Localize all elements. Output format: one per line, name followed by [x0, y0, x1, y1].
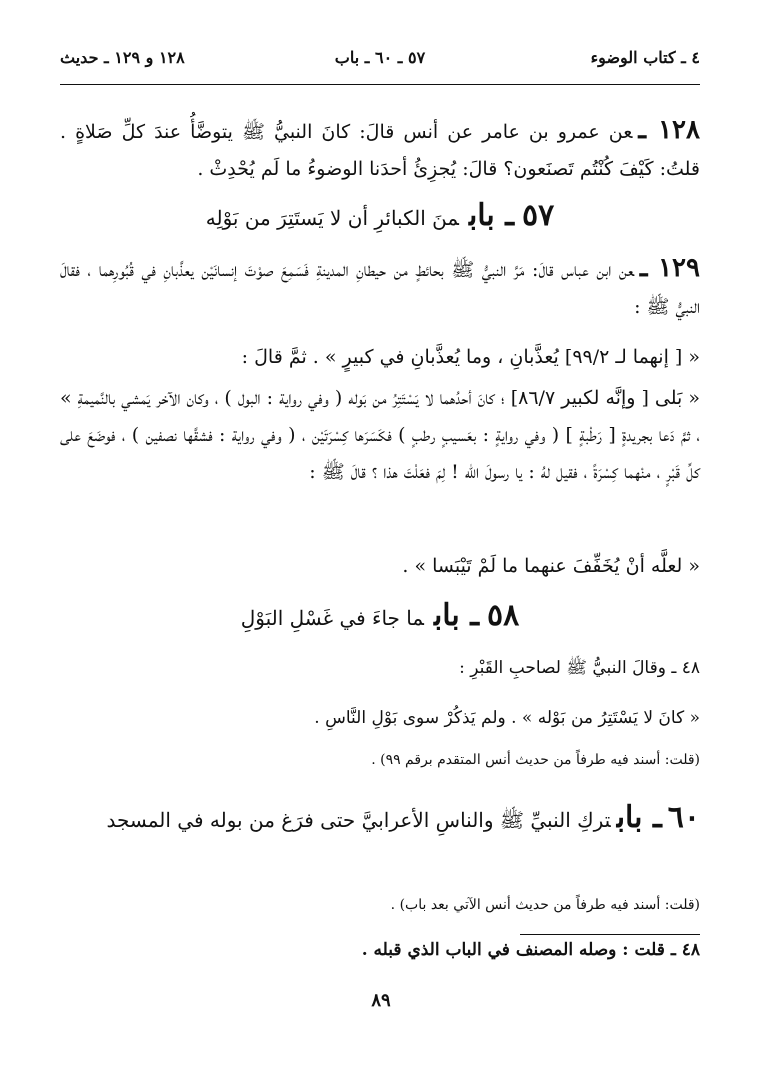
hadith-129-quote-2 — [60, 380, 700, 491]
quote-text: « بَلى [ وإنَّه لكبير ٨٦/٧] ؛ كانَ أحدُهما لا يَسْتَتِرُ من بَوله ( وفي رواية : البول ) ، وكان الآخر يَمشي بالنَّميمةِ » ، ثمَّ دَعا بجريدةٍ [ رَطْبةٍ ] ( وفي روايةٍ : بعَسيبٍ رطبٍ ) فكَسَرَها كِسْرَتَيْن ، ( وفي رواية : فشقَّها نصفين ) ، فوضَعَ على كلِّ قَبْرٍ ، منْهما كِسْرَةً ، فقيل لهُ : يا رسولَ الله ! لِمَ فعَلْتَ هذا ؟ قالَ ﷺ : — [60, 387, 701, 483]
chapter-number: ٥٧ — [522, 198, 555, 233]
running-header — [60, 38, 700, 78]
header-rule — [60, 84, 700, 85]
header-book-title: ٤ ـ كتاب الوضوء — [590, 48, 700, 67]
page-number: ٨٩ — [371, 990, 391, 1011]
editor-note: (قلت: أسند فيه طرفاً من حديث أنس الآتي بعد باب) . — [390, 897, 700, 913]
footnote: ٤٨ ـ قلت : وصله المصنف في الباب الذي قبله . — [361, 940, 700, 960]
mualaq-48-intro — [60, 650, 700, 687]
chapter-label: ـ باب — [433, 598, 480, 633]
hadith-number: ١٢٨ ـ — [638, 115, 700, 145]
footnote-rule — [520, 934, 700, 935]
chapter-heading-60 — [60, 794, 700, 844]
hadith-text: عن ابن عباس قالَ: مَرَّ النبيُّ ﷺ بحائطٍ من حيطانِ المدينةِ فَسَمِعَ صوْتَ إنسانَيْن يعذَّبانِ في قُبُورِهما ، فقالَ النبيُّ ﷺ : — [60, 259, 700, 318]
chapter-label: ـ باب — [616, 800, 662, 835]
header-hadith-range: ١٢٨ و ١٢٩ ـ حديث — [60, 48, 185, 67]
mualaq-text: ٤٨ ـ وقالَ النبيُّ ﷺ لصاحبِ القَبْرِ : — [459, 658, 700, 678]
chapter-number: ٦٠ — [667, 800, 700, 835]
hadith-129-quote-1 — [60, 339, 700, 376]
hadith-129 — [60, 250, 700, 326]
quote-text: « كانَ لا يَسْتَتِرُ من بَوْله » . ولم يَذكُرْ سوى بَوْلِ النَّاسِ . — [314, 708, 700, 728]
editor-note: (قلت: أسند فيه طرفاً من حديث أنس المتقدم برقم ٩٩) . — [371, 752, 700, 768]
chapter-label: ـ باب — [468, 198, 515, 233]
chapter-heading-58 — [60, 598, 700, 633]
chapter-title: ما جاءَ في غَسْلِ البَوْلِ — [240, 606, 424, 630]
chapter-title: تركِ النبيِّ ﷺ والناسِ الأعرابيَّ حتى فرَغ من بوله في المسجد — [106, 808, 611, 832]
hadith-text: عن عمرو بن عامر عن أنس قالَ: كانَ النبيُّ ﷺ يتوضَّأُ عندَ كلِّ صَلاةٍ . قلتُ: كَيْفَ كُنْتُم تَصنَعون؟ قالَ: يُجزِئُ أحدَنا الوضوءُ ما لَم يُحْدِثْ . — [60, 121, 700, 180]
quote-text: « لعلَّه أنْ يُخَفِّفَ عنهما ما لَمْ تَيْبَسا » . — [402, 555, 700, 577]
chapter-number: ٥٨ — [487, 598, 520, 633]
header-chapter-range: ٥٧ ـ ٦٠ ـ باب — [334, 48, 426, 67]
chapter-title: منَ الكبائرِ أن لا يَستَتِرَ من بَوْلِه — [205, 206, 459, 230]
mualaq-48-quote — [60, 700, 700, 737]
chapter-heading-57 — [60, 198, 700, 233]
hadith-129-quote-3 — [60, 548, 700, 585]
quote-text: « [ إنهما لـ ٩٩/٢] يُعذَّبانِ ، وما يُعذَّبانِ في كبيرٍ » . ثمَّ قالَ : — [241, 346, 700, 368]
hadith-128 — [60, 112, 700, 188]
hadith-number: ١٢٩ ـ — [639, 253, 700, 283]
